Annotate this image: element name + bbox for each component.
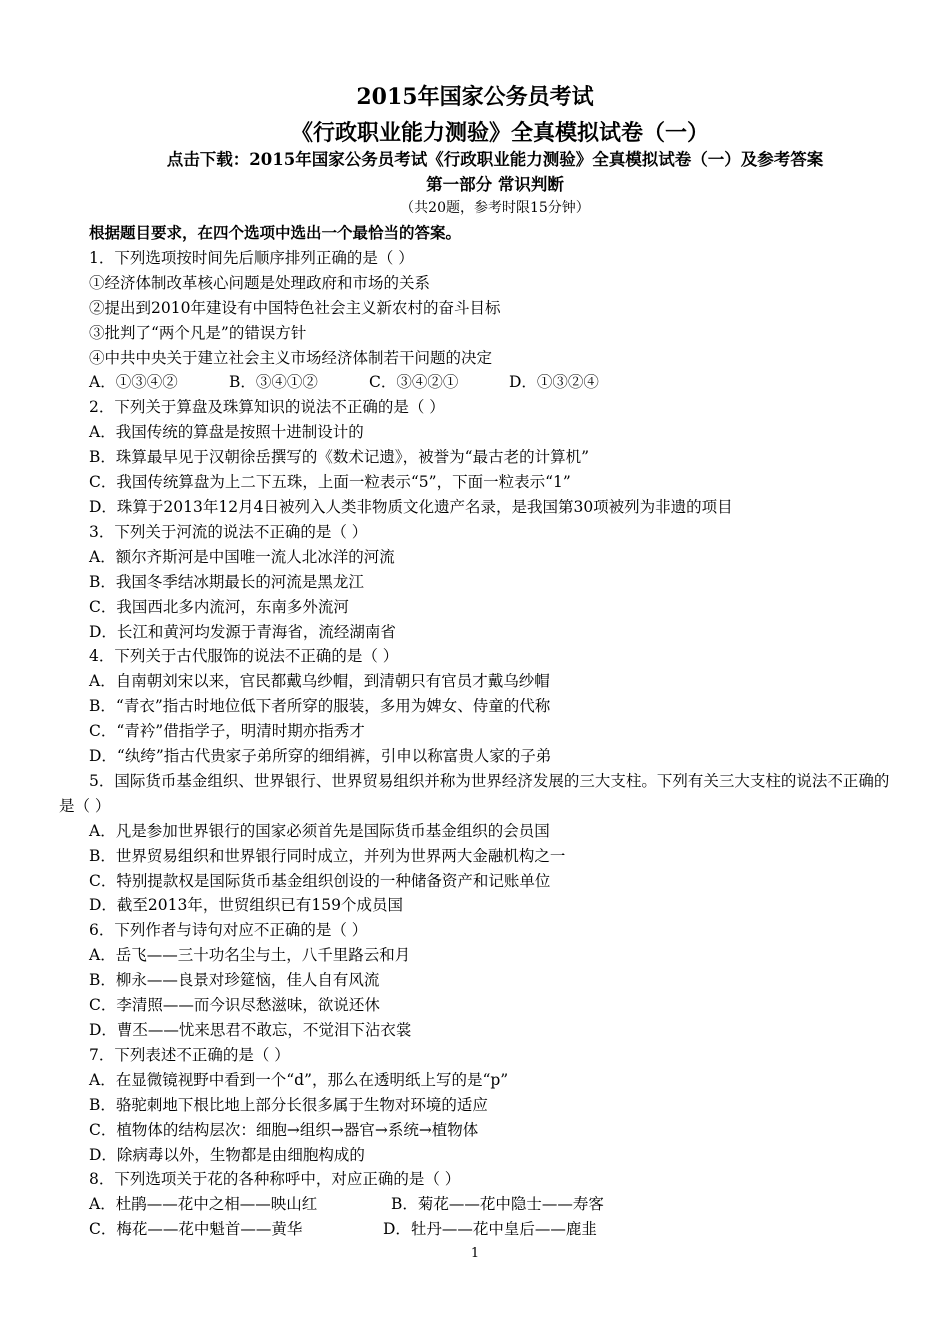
option-c: C．李清照——而今识尽愁滋味，欲说还休 bbox=[89, 996, 380, 1015]
question-7-stem: 7．下列表述不正确的是（ ） bbox=[89, 1045, 290, 1064]
section-title: 第一部分 常识判断 bbox=[426, 175, 564, 194]
option-c: C．我国西北多内流河，东南多外流河 bbox=[89, 597, 349, 616]
title-line-2: 《行政职业能力测验》全真模拟试卷（一） bbox=[290, 120, 709, 146]
option-c: C．特别提款权是国际货币基金组织创设的一种储备资产和记账单位 bbox=[89, 871, 551, 890]
question-6-stem: 6．下列作者与诗句对应不正确的是（ ） bbox=[89, 921, 368, 940]
option-d: D．牡丹——花中皇后——鹿韭 bbox=[383, 1220, 597, 1239]
option-d: D．“纨绔”指古代贵家子弟所穿的细绢裤，引申以称富贵人家的子弟 bbox=[89, 747, 552, 766]
instruction: 根据题目要求，在四个选项中选出一个最恰当的答案。 bbox=[89, 223, 462, 242]
option-d: D．曹丕——忧来思君不敢忘，不觉泪下沾衣裳 bbox=[89, 1021, 412, 1039]
option-a: A．①③④② bbox=[89, 373, 178, 392]
option-b: B．菊花——花中隐士——寿客 bbox=[391, 1195, 604, 1214]
option-d: D．①③②④ bbox=[509, 373, 599, 392]
question-1-stem: 1．下列选项按时间先后顺序排列正确的是（ ） bbox=[89, 248, 414, 267]
option-b: B．珠算最早见于汉朝徐岳撰写的《数术记遗》，被誉为“最古老的计算机” bbox=[89, 448, 589, 467]
question-1-options bbox=[59, 370, 897, 395]
question-4-stem: 4．下列关于古代服饰的说法不正确的是（ ） bbox=[89, 647, 399, 666]
question-5-stem: 5．国际货币基金组织、世界银行、世界贸易组织并称为世界经济发展的三大支柱。下列有关三大支柱的说法不正确的是（ ） bbox=[59, 771, 890, 815]
option-d: D．长江和黄河均发源于青海省，流经湖南省 bbox=[89, 622, 396, 641]
page-number: 1 bbox=[470, 1246, 480, 1261]
option-d: D．截至2013年，世贸组织已有159个成员国 bbox=[89, 896, 403, 915]
option-a: A．在显微镜视野中看到一个“d”，那么在透明纸上写的是“p” bbox=[89, 1070, 509, 1089]
question-8-stem: 8．下列选项关于花的各种称呼中，对应正确的是（ ） bbox=[89, 1170, 461, 1189]
option-c: C．“青衿”借指学子，明清时期亦指秀才 bbox=[89, 722, 365, 741]
option-a: A．我国传统的算盘是按照十进制设计的 bbox=[89, 423, 364, 442]
option-c: C．植物体的结构层次：细胞→组织→器官→系统→植物体 bbox=[89, 1120, 479, 1139]
option-a: A．自南朝刘宋以来，官民都戴乌纱帽，到清朝只有官员才戴乌纱帽 bbox=[89, 672, 550, 691]
question-1-item: ④中共中央关于建立社会主义市场经济体制若干问题的决定 bbox=[89, 348, 493, 367]
option-d: D．除病毒以外，生物都是由细胞构成的 bbox=[89, 1145, 365, 1164]
question-8-options-row-2 bbox=[59, 1217, 897, 1242]
section-note: （共20题，参考时限15分钟） bbox=[400, 200, 590, 216]
option-a: A．岳飞——三十功名尘与土，八千里路云和月 bbox=[89, 946, 411, 965]
option-c: C．我国传统算盘为上二下五珠，上面一粒表示“5”，下面一粒表示“1” bbox=[89, 473, 571, 492]
option-d: D．珠算于2013年12月4日被列入人类非物质文化遗产名录，是我国第30项被列为非遗的项目 bbox=[89, 497, 733, 516]
question-body bbox=[59, 221, 897, 1242]
question-1-item: ②提出到2010年建设有中国特色社会主义新农村的奋斗目标 bbox=[89, 298, 501, 317]
option-b: B．世界贸易组织和世界银行同时成立，并列为世界两大金融机构之一 bbox=[89, 846, 566, 865]
question-2-stem: 2．下列关于算盘及珠算知识的说法不正确的是（ ） bbox=[89, 398, 445, 417]
question-1-item: ①经济体制改革核心问题是处理政府和市场的关系 bbox=[89, 273, 431, 292]
option-c: C．③④②① bbox=[369, 373, 459, 392]
question-1-item: ③批判了“两个凡是”的错误方针 bbox=[89, 323, 307, 342]
option-b: B．柳永——良景对珍筵恼，佳人自有风流 bbox=[89, 971, 380, 990]
option-c: C．梅花——花中魁首——黄华 bbox=[89, 1220, 303, 1239]
option-b: B．“青衣”指古时地位低下者所穿的服装，多用为婢女、侍童的代称 bbox=[89, 697, 551, 716]
download-link[interactable]: 点击下载：2015年国家公务员考试《行政职业能力测验》全真模拟试卷（一）及参考答案 bbox=[166, 150, 824, 169]
option-b: B．③④①② bbox=[229, 373, 318, 392]
option-a: A．凡是参加世界银行的国家必须首先是国际货币基金组织的会员国 bbox=[89, 821, 550, 840]
question-8-options-row-1 bbox=[59, 1192, 897, 1217]
option-a: A．额尔齐斯河是中国唯一流人北冰洋的河流 bbox=[89, 547, 395, 566]
question-3-stem: 3．下列关于河流的说法不正确的是（ ） bbox=[89, 522, 368, 541]
option-b: B．骆驼刺地下根比地上部分长很多属于生物对环境的适应 bbox=[89, 1095, 488, 1114]
option-b: B．我国冬季结冰期最长的河流是黑龙江 bbox=[89, 572, 364, 591]
title-line-1: 2015年国家公务员考试 bbox=[356, 84, 594, 110]
option-a: A．杜鹃——花中之相——映山红 bbox=[89, 1195, 318, 1214]
